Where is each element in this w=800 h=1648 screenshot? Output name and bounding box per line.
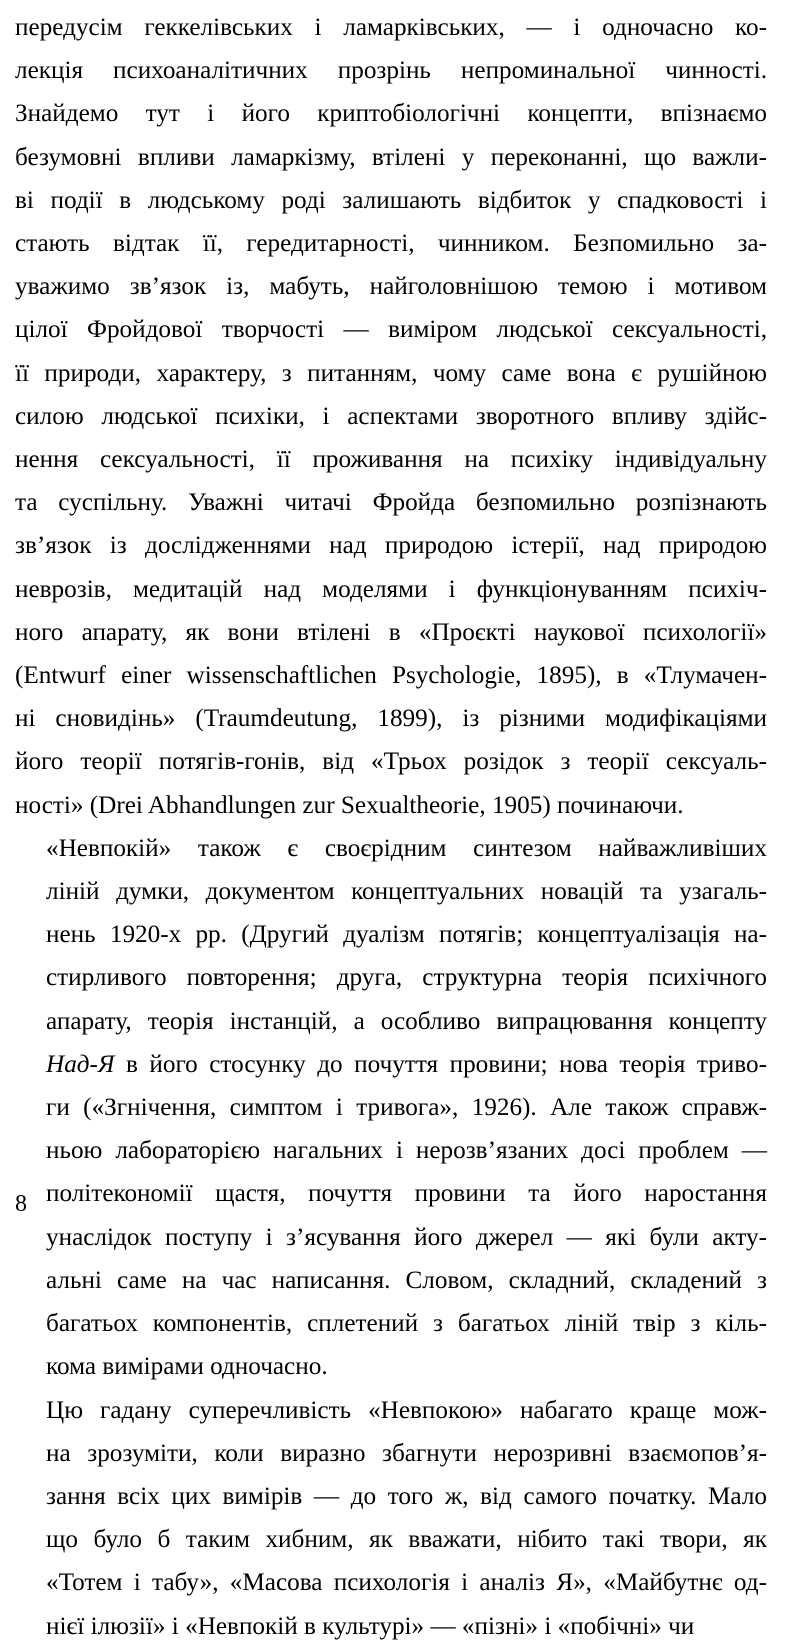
text-line: ги («Згнічення, симптом і тривога», 1926). Але також справж- [46, 1094, 767, 1122]
text-line: нієї ілюзії» і «Невпокій в культурі» — «пізні» і «побічні» чи [46, 1612, 695, 1640]
text-line: «Невпокій» також є своєрідним синтезом найважливіших [46, 834, 767, 862]
text-line: силою людської психіки, і аспектами зворотного впливу здійс- [15, 402, 767, 430]
text-line: апарату, теорія інстанцій, а особливо випрацювання концепту [46, 1007, 767, 1035]
paragraph-2 [15, 827, 767, 1389]
italic-term: Над-Я [46, 1050, 115, 1078]
text-line: Знайдемо тут і його криптобіологічні концепти, впізнаємо [15, 100, 767, 128]
page-body-text [15, 6, 767, 1648]
text-line: та суспільну. Уважні читачі Фройда безпомильно розпізнають [15, 489, 767, 517]
text-line: що було б таким хибним, як вважати, нібито такі твори, як [46, 1526, 767, 1554]
text-line: неврозів, медитацій над моделями і функціонуванням психіч- [15, 575, 767, 603]
text-line: кома вимірами одночасно. [46, 1353, 328, 1381]
text-line: зання всіх цих вимірів — до того ж, від самого початку. Мало [46, 1482, 767, 1510]
text-line: Цю гадану суперечливість «Невпокою» набагато краще мож- [46, 1396, 767, 1424]
text-line: його теорії потягів-гонів, від «Трьох розідок з теорії сексуаль- [15, 748, 767, 776]
text-line: нень 1920-х рр. (Другий дуалізм потягів; концептуалізація на- [46, 921, 767, 949]
text-line: безумовні впливи ламаркізму, втілені у переконанні, що важли- [15, 143, 767, 171]
text-line: лекція психоаналітичних прозрінь непроминальної чинності. [15, 57, 767, 85]
text-line: нення сексуальності, її проживання на психіку індивідуальну [15, 446, 767, 474]
text-line: зв’язок із дослідженнями над природою істерії, над природою [15, 532, 767, 560]
page-number: 8 [15, 1191, 27, 1217]
paragraph-1 [15, 6, 767, 827]
text-line: (Entwurf einer wissenschaftlichen Psychologie, 1895), в «Тлумачен- [15, 662, 767, 690]
text-line: ності» (Drei Abhandlungen zur Sexualtheorie, 1905) починаючи. [15, 791, 684, 819]
text-line: стирливого повторення; друга, структурна теорія психічного [46, 964, 767, 992]
text-line: унаслідок поступу і з’ясування його джерел — які були акту- [46, 1223, 767, 1251]
text-line: Над-Я в його стосунку до почуття провини; нова теорія триво- [46, 1050, 767, 1078]
text-line: багатьох компонентів, сплетений з багатьох ліній твір з кіль- [46, 1310, 767, 1338]
text-line: ньою лабораторією нагальних і нерозв’язаних досі проблем — [46, 1137, 767, 1165]
text-line: уважимо зв’язок із, мабуть, найголовнішою темою і мотивом [15, 273, 767, 301]
text-line: ві події в людському роді залишають відбиток у спадковості і [15, 186, 767, 214]
text-line: передусім геккелівських і ламарківських, — і одночасно ко- [15, 14, 767, 41]
text-line: її природи, характеру, з питанням, чому саме вона є рушійною [15, 359, 767, 387]
text-line: ного апарату, як вони втілені в «Проєкті наукової психології» [15, 618, 767, 646]
paragraph-3 [15, 1389, 767, 1648]
text-line: «Тотем і табу», «Масова психологія і аналіз Я», «Майбутнє од- [46, 1569, 767, 1597]
text-line: ні сновидінь» (Traumdeutung, 1899), із різними модифікаціями [15, 705, 767, 733]
text-line: на зрозуміти, коли виразно збагнути нерозривні взаємопов’я- [46, 1439, 767, 1467]
text-line: ліній думки, документом концептуальних новацій та узагаль- [46, 878, 767, 906]
text-line: цілої Фройдової творчості — виміром людської сексуальності, [15, 316, 767, 344]
text-line: стають відтак її, гередитарності, чинником. Безпомильно за- [15, 230, 767, 258]
text-line: альні саме на час написання. Словом, складний, складений з [46, 1266, 767, 1294]
text-line: політекономії щастя, почуття провини та його наростання [46, 1180, 767, 1208]
